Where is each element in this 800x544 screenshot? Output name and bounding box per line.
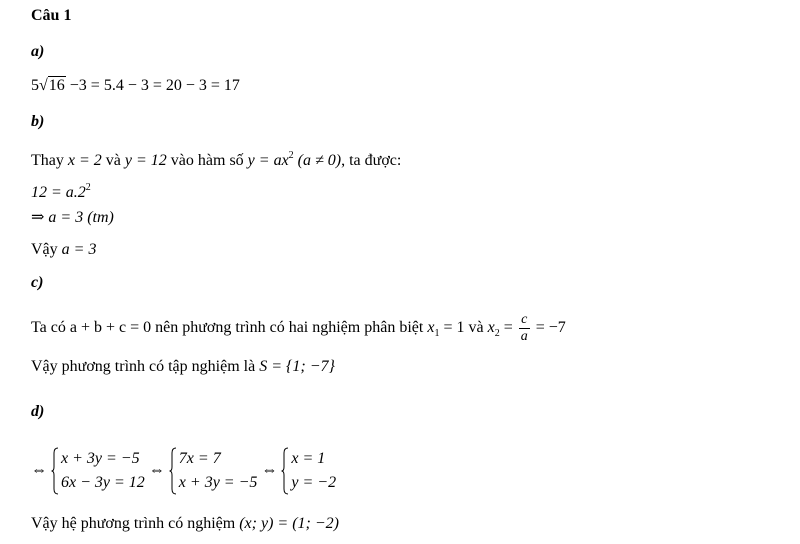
part-b-label: b)	[31, 113, 45, 130]
part-c-x2-value: = −7	[535, 319, 566, 337]
part-b-x-value: x = 2	[67, 152, 102, 169]
part-b-va: và	[105, 152, 121, 169]
part-a-expression	[31, 76, 240, 96]
sqrt-icon: √	[39, 77, 48, 94]
part-b-vao-ham-so: vào hàm số	[170, 152, 244, 169]
left-brace-icon	[169, 447, 177, 495]
part-b-condition: (a ≠ 0)	[297, 152, 342, 169]
left-brace-icon	[51, 447, 59, 495]
part-d-conclusion	[31, 514, 339, 534]
part-d-iff-3: ⇔	[261, 461, 278, 479]
part-c-conclusion	[31, 357, 335, 377]
part-a-result: −3 = 5.4 − 3 = 20 − 3 = 17	[69, 77, 240, 94]
question-title: Câu 1	[31, 7, 72, 24]
part-c-statement	[31, 312, 566, 345]
part-c-x2-sub: 2	[494, 328, 500, 340]
part-d-system-3	[281, 447, 336, 495]
part-d-system-1	[51, 447, 145, 495]
part-b-thay: Thay	[31, 152, 64, 169]
part-a-coefficient: 5	[31, 77, 39, 94]
left-brace-icon	[281, 447, 289, 495]
part-b-step1	[31, 178, 91, 203]
part-c-x2: x	[487, 319, 495, 337]
part-b-conclusion-text: Vậy	[31, 241, 58, 258]
part-c-text: Ta có a + b + c = 0 nên phương trình có hai nghiệm phân biệt	[31, 319, 424, 337]
part-a-label: a)	[31, 43, 45, 60]
part-d-conclusion-text: Vậy hệ phương trình có nghiệm	[31, 515, 236, 532]
part-b-conclusion	[31, 240, 96, 260]
part-b-step1-expr: 12 = a.2	[31, 184, 86, 201]
part-d-system-3-row-1: x = 1	[291, 450, 326, 467]
part-d-systems	[31, 447, 336, 495]
part-c-conclusion-text: Vậy phương trình có tập nghiệm là	[31, 358, 256, 375]
part-b-statement	[31, 146, 401, 171]
part-d-system-1-row-2: 6x − 3y = 12	[61, 474, 145, 491]
part-c-x1: x	[427, 319, 435, 337]
part-d-system-2-row-1: 7x = 7	[178, 450, 221, 467]
part-c-x2-eq: =	[503, 319, 513, 337]
part-b-function: y = ax	[247, 152, 289, 169]
part-d-conclusion-math: (x; y) = (1; −2)	[239, 515, 339, 532]
part-b-function-exponent: 2	[288, 150, 294, 161]
part-d-iff-1: ⇔	[31, 461, 47, 479]
part-d-system-2-row-2: x + 3y = −5	[178, 474, 258, 491]
part-b-ta-duoc: , ta được:	[341, 152, 402, 169]
part-c-fraction	[519, 312, 530, 345]
part-b-step2: ⇒ a = 3 (tm)	[31, 209, 114, 226]
part-c-conclusion-math: S = {1; −7}	[259, 358, 335, 375]
part-c-x1-sub: 1	[434, 328, 440, 340]
part-d-iff-2: ⇔	[148, 461, 165, 479]
part-a-sqrt-arg: 16	[48, 77, 65, 94]
part-b-y-value: y = 12	[124, 152, 167, 169]
part-d-system-3-row-2: y = −2	[291, 474, 337, 491]
part-d-system-1-row-1: x + 3y = −5	[61, 450, 140, 467]
part-b-conclusion-math: a = 3	[61, 241, 97, 258]
part-d-system-2	[169, 447, 258, 495]
part-c-x1-value: = 1	[443, 319, 465, 337]
part-c-va: và	[468, 319, 484, 337]
part-b-step1-exponent: 2	[85, 182, 91, 193]
part-d-label: d)	[31, 403, 45, 420]
part-c-fraction-denominator: a	[520, 329, 528, 344]
part-c-fraction-numerator: c	[519, 312, 530, 329]
part-c-label: c)	[31, 274, 44, 291]
